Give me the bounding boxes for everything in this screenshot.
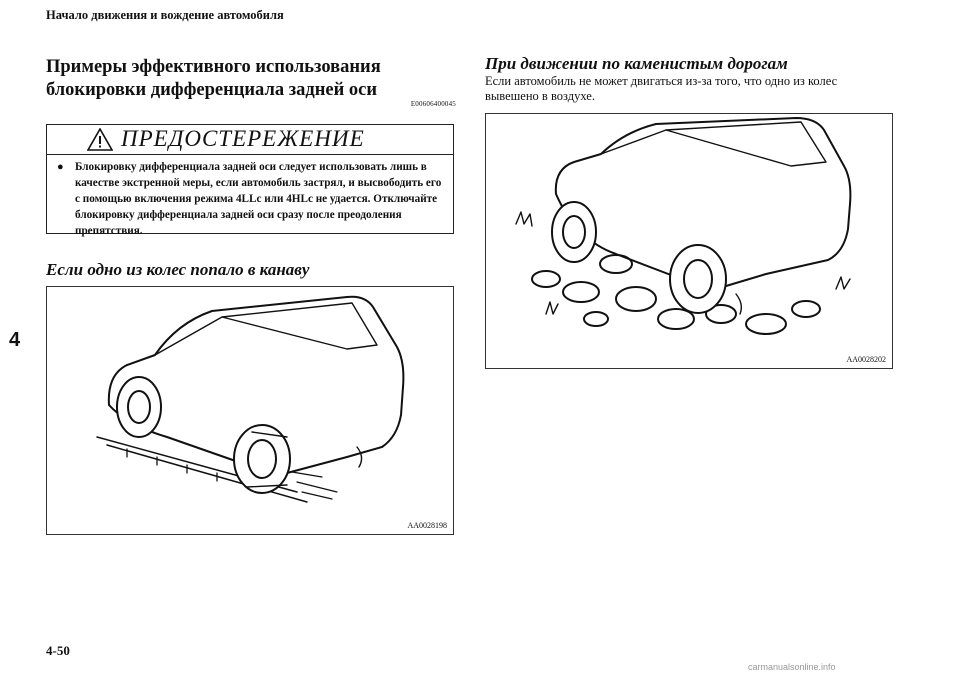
- section-title: [46, 56, 456, 102]
- warning-triangle-icon: [87, 128, 113, 151]
- running-header: Начало движения и вождение автомобиля: [46, 8, 284, 22]
- car-on-rocks-illustration: [486, 114, 892, 368]
- section-code: E00606400045: [410, 100, 456, 108]
- warning-text: Блокировку дифференциала задней оси следует использовать лишь в качестве экстренной меры, если автомобиль застрял, и высвободить его с помощью включения режима 4LLc или 4HLc не удается. Отключайте блокировку дифференциала задней оси сразу после преодоления препятствия.: [75, 161, 442, 237]
- warning-header: [47, 125, 453, 155]
- warning-box: [46, 124, 454, 237]
- subheading-rocky: При движении по каменистым дорогам: [485, 54, 788, 73]
- watermark: carmanualsonline.info: [748, 662, 836, 672]
- figure-code: AA0028198: [407, 521, 447, 530]
- figure-ditch: [46, 286, 454, 535]
- section-title-line2: блокировки дифференциала задней оси: [46, 80, 378, 100]
- figure-rocky: [485, 113, 893, 369]
- page-number: 4-50: [46, 643, 70, 658]
- bullet-icon: ●: [57, 161, 64, 173]
- body-text-rocky: Если автомобиль не может двигаться из-за того, что одно из колес вывешено в воздухе.: [485, 74, 838, 103]
- subheading-ditch: Если одно из колес попало в канаву: [46, 260, 310, 279]
- car-in-ditch-illustration: [47, 287, 453, 534]
- figure-code: AA0028202: [846, 355, 886, 364]
- section-title-line1: Примеры эффективного использования: [46, 57, 381, 77]
- chapter-tab: 4: [9, 329, 21, 351]
- warning-title: ПРЕДОСТЕРЕЖЕНИЕ: [121, 126, 365, 151]
